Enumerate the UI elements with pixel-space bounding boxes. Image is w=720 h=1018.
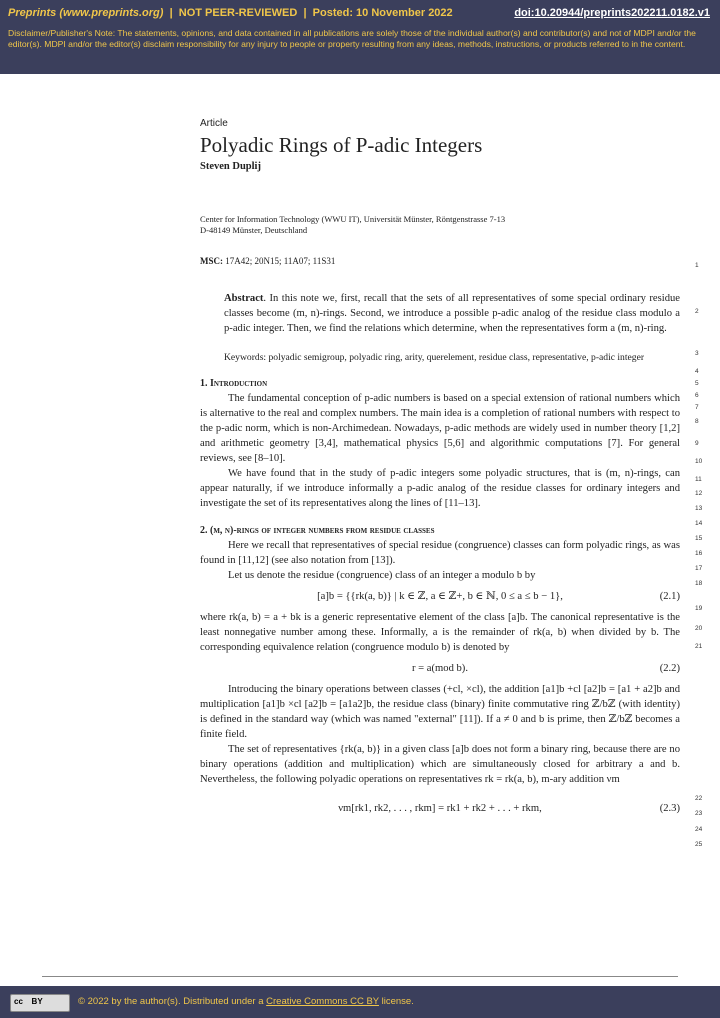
line-number: 16 <box>695 550 703 557</box>
license-footer <box>0 986 720 1018</box>
line-number: 6 <box>695 392 699 399</box>
paragraph: The fundamental conception of p-adic numbers is based on a special extension of rational numbers which is alternative to the real and complex numbers. The main idea is a completion of rational numbers with respect to the p-adic norm, which is non-Archimedean. Nowadays, p-adic methods are widely used in number theory [1,2] and arithmetic geometry [3,4], mathematical physics [5,6] and algorithmic computations [7]. For general reviews, see [8–10]. <box>200 393 680 464</box>
line-number: 20 <box>695 625 703 632</box>
line-number: 2 <box>695 308 699 315</box>
line-number: 15 <box>695 535 703 542</box>
paragraph: where rk(a, b) = a + bk is a generic representative element of the class [a]b. The canonical representative is the least nonnegative number among these. Informally, a is the remainder of rk(a, b) when divided by b. The corresponding equivalence relation (congruence modulo b) is denoted by <box>200 612 680 653</box>
by-icon: BY <box>31 997 43 1006</box>
msc-codes <box>200 254 680 269</box>
line-number: 25 <box>695 841 703 848</box>
line-number: 13 <box>695 505 703 512</box>
equation-2-1 <box>200 589 680 604</box>
line-number: 5 <box>695 380 699 387</box>
line-number: 18 <box>695 580 703 587</box>
line-number: 21 <box>695 643 703 650</box>
keywords: Keywords: polyadic semigroup, polyadic ring, arity, querelement, residue class, representative, p-adic integer <box>224 352 645 363</box>
abstract-label: Abstract <box>224 293 264 304</box>
paper-title: Polyadic Rings of P-adic Integers <box>200 133 483 157</box>
line-number: 4 <box>695 368 699 375</box>
line-number: 1 <box>695 262 699 269</box>
equation-body: [a]b = {{rk(a, b)} | k ∈ ℤ, a ∈ ℤ+, b ∈ ℕ, 0 ≤ a ≤ b − 1}, <box>317 591 563 602</box>
license-suffix: license. <box>381 996 414 1007</box>
paragraph: Introducing the binary operations between classes (+cl, ×cl), the addition [a1]b +cl [a2]b = [a1 + a2]b and multiplication [a1]b ×cl [a2]b = [a1a2]b, the residue class (binary) finite commutative ring ℤ/bℤ (with identity) is defined in the standard way (which was named "external" [11]). If a ≠ 0 and b is prime, then ℤ/bℤ becomes a finite field. <box>200 684 680 740</box>
line-number: 7 <box>695 404 699 411</box>
line-number: 10 <box>695 458 703 465</box>
line-number: 9 <box>695 440 699 447</box>
cc-by-badge[interactable] <box>10 994 70 1012</box>
doi-link[interactable]: doi:10.20944/preprints202211.0182.v1 <box>514 7 710 19</box>
paragraph: Let us denote the residue (congruence) class of an integer a modulo b by <box>228 570 536 581</box>
line-number: 24 <box>695 826 703 833</box>
equation-2-3 <box>200 801 680 816</box>
equation-number: (2.2) <box>659 663 680 674</box>
abstract-text: In this note we, first, recall that the sets of all representatives of some special ordinary residue classes become (m, n)-rings. Second, we introduce a possible p-adic analog of the residue class modulo a p-adic integer. Then, we find the relations which determine, when the representatives form a (m, n)-ring. <box>224 293 680 334</box>
affiliation <box>200 214 680 236</box>
equation-body: r = a(mod b). <box>412 663 468 674</box>
license-text <box>78 996 414 1007</box>
affiliation-line-2: D-48149 Münster, Deutschland <box>200 225 308 235</box>
line-number: 17 <box>695 565 703 572</box>
footer-rule <box>42 976 678 977</box>
cc-icon: cc <box>14 997 23 1006</box>
abstract: Abstract. In this note we, first, recall that the sets of all representatives of some special ordinary residue classes become (m, n)-rings. Second, we introduce a possible p-adic analog of the residue class modulo a p-adic integer. Then, we find the relations which determine, when the representatives form a (m, n)-ring. <box>224 293 680 334</box>
line-number: 11 <box>695 476 702 483</box>
line-number: 14 <box>695 520 703 527</box>
copyright-text: © 2022 by the author(s). Distributed under a <box>78 996 264 1007</box>
section-1-heading: 1. Introduction <box>200 378 268 389</box>
equation-body: νm[rk1, rk2, . . . , rkm] = rk1 + rk2 + . . . + rkm, <box>338 803 542 814</box>
line-number: 8 <box>695 418 699 425</box>
license-link[interactable]: Creative Commons CC BY <box>266 996 379 1007</box>
peer-review-status: NOT PEER-REVIEWED <box>178 7 298 19</box>
equation-number: (2.1) <box>659 591 680 602</box>
disclaimer-text: Disclaimer/Publisher's Note: The statements, opinions, and data contained in all publications are solely those of the individual author(s) and contributor(s) and not of MDPI and/or the editor(s). MDPI and/or the editor(s) disclaim responsibility for any injury to people or property resulting from any ideas, methods, instructions, or products referred to in the content. <box>8 28 696 49</box>
author-name: Steven Duplij <box>200 161 261 172</box>
preprints-link[interactable]: Preprints (www.preprints.org) <box>8 7 164 19</box>
line-number: 3 <box>695 350 699 357</box>
article-type: Article <box>200 118 228 129</box>
paragraph: Here we recall that representatives of special residue (congruence) classes can form polyadic rings, as was found in [11,12] (see also notation from [13]). <box>200 540 680 566</box>
line-number: 12 <box>695 490 703 497</box>
posted-date: Posted: 10 November 2022 <box>312 7 453 19</box>
msc-label: MSC: <box>200 256 223 266</box>
line-number: 19 <box>695 605 703 612</box>
preprint-header <box>0 0 720 74</box>
affiliation-line-1: Center for Information Technology (WWU IT), Universität Münster, Röntgenstrasse 7-13 <box>200 214 506 224</box>
equation-number: (2.3) <box>659 803 680 814</box>
line-number: 22 <box>695 795 703 802</box>
line-number: 23 <box>695 810 703 817</box>
paper-body <box>200 116 680 822</box>
msc-value: 17A42; 20N15; 11A07; 11S31 <box>225 256 336 266</box>
header-status-line: Preprints (www.preprints.org) | NOT PEER-REVIEWED | Posted: 10 November 2022 <box>8 7 453 19</box>
paragraph: We have found that in the study of p-adic integers some polyadic structures, that is (m, n)-rings, can appear naturally, if we introduce informally a p-adic analog of the residue classes for ordinary integers and investigate the set of its representatives along the lines of [11–13]. <box>200 468 680 509</box>
paragraph: The set of representatives {rk(a, b)} in a given class [a]b does not form a binary ring, because there are no binary operations (addition and multiplication) which are simultaneously closed for arbitrary a and b. Nevertheless, the following polyadic operations on representatives rk = rk(a, b), m-ary addition νm <box>200 744 680 785</box>
section-2-heading: 2. (m, n)-rings of integer numbers from residue classes <box>200 525 435 536</box>
equation-2-2 <box>200 661 680 676</box>
